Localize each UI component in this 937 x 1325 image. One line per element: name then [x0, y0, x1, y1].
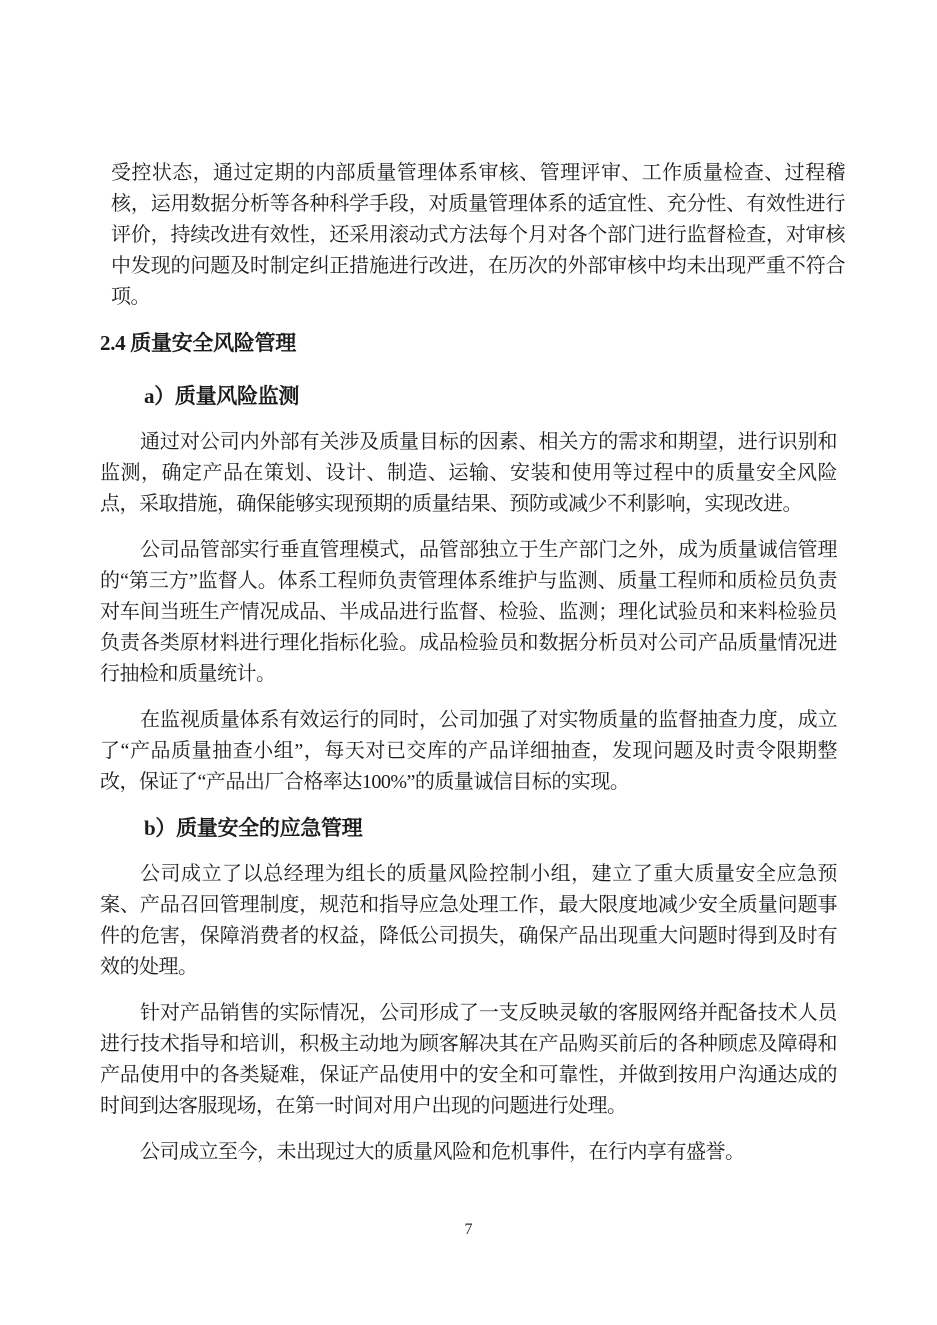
- subsection-b-heading: b）质量安全的应急管理: [144, 816, 363, 840]
- subsection-a-heading: a）质量风险监测: [144, 384, 300, 408]
- paragraph: 公司成立了以总经理为组长的质量风险控制小组，建立了重大质量安全应急预案、产品召回管理制度，规范和指导应急处理工作，最大限度地减少安全质量问题事件的危害，保障消费者的权益，降低公司损失，确保产品出现重大问题时得到及时有效的处理。: [100, 863, 837, 978]
- paragraph: 针对产品销售的实际情况，公司形成了一支反映灵敏的客服网络并配备技术人员进行技术指导和培训，积极主动地为顾客解决其在产品购买前后的各种顾虑及障碍和产品使用中的各类疑难，保证产品使用中的安全和可靠性，并做到按用户沟通达成的时间到达客服现场，在第一时间对用户出现的问题进行处理。: [100, 1002, 837, 1117]
- paragraph: 公司成立至今，未出现过大的质量风险和危机事件，在行内享有盛誉。: [140, 1141, 745, 1163]
- section-heading-2-4: 2.4 质量安全风险管理: [100, 331, 296, 355]
- paragraph: 通过对公司内外部有关涉及质量目标的因素、相关方的需求和期望，进行识别和监测，确定产品在策划、设计、制造、运输、安装和使用等过程中的质量安全风险点，采取措施，确保能够实现预期的质量结果、预防或减少不利影响，实现改进。: [100, 431, 837, 515]
- paragraph: 在监视质量体系有效运行的同时，公司加强了对实物质量的监督抽查力度，成立了“产品质量抽查小组”，每天对已交库的产品详细抽查，发现问题及时责令限期整改，保证了“产品出厂合格率达100%”的质量诚信目标的实现。: [100, 709, 837, 793]
- page-content: [100, 158, 845, 1183]
- paragraph-continuation: 受控状态，通过定期的内部质量管理体系审核、管理评审、工作质量检查、过程稽核，运用数据分析等各种科学手段，对质量管理体系的适宜性、充分性、有效性进行评价，持续改进有效性，还采用滚动式方法每个月对各个部门进行监督检查，对审核中发现的问题及时制定纠正措施进行改进，在历次的外部审核中均未出现严重不符合项。: [111, 162, 845, 308]
- page-number: 7: [464, 1221, 473, 1238]
- paragraph: 公司品管部实行垂直管理模式，品管部独立于生产部门之外，成为质量诚信管理的“第三方”监督人。体系工程师负责管理体系维护与监测、质量工程师和质检员负责对车间当班生产情况成品、半成品进行监督、检验、监测；理化试验员和来料检验员负责各类原材料进行理化指标化验。成品检验员和数据分析员对公司产品质量情况进行抽检和质量统计。: [100, 539, 837, 685]
- page-footer: [100, 1220, 837, 1240]
